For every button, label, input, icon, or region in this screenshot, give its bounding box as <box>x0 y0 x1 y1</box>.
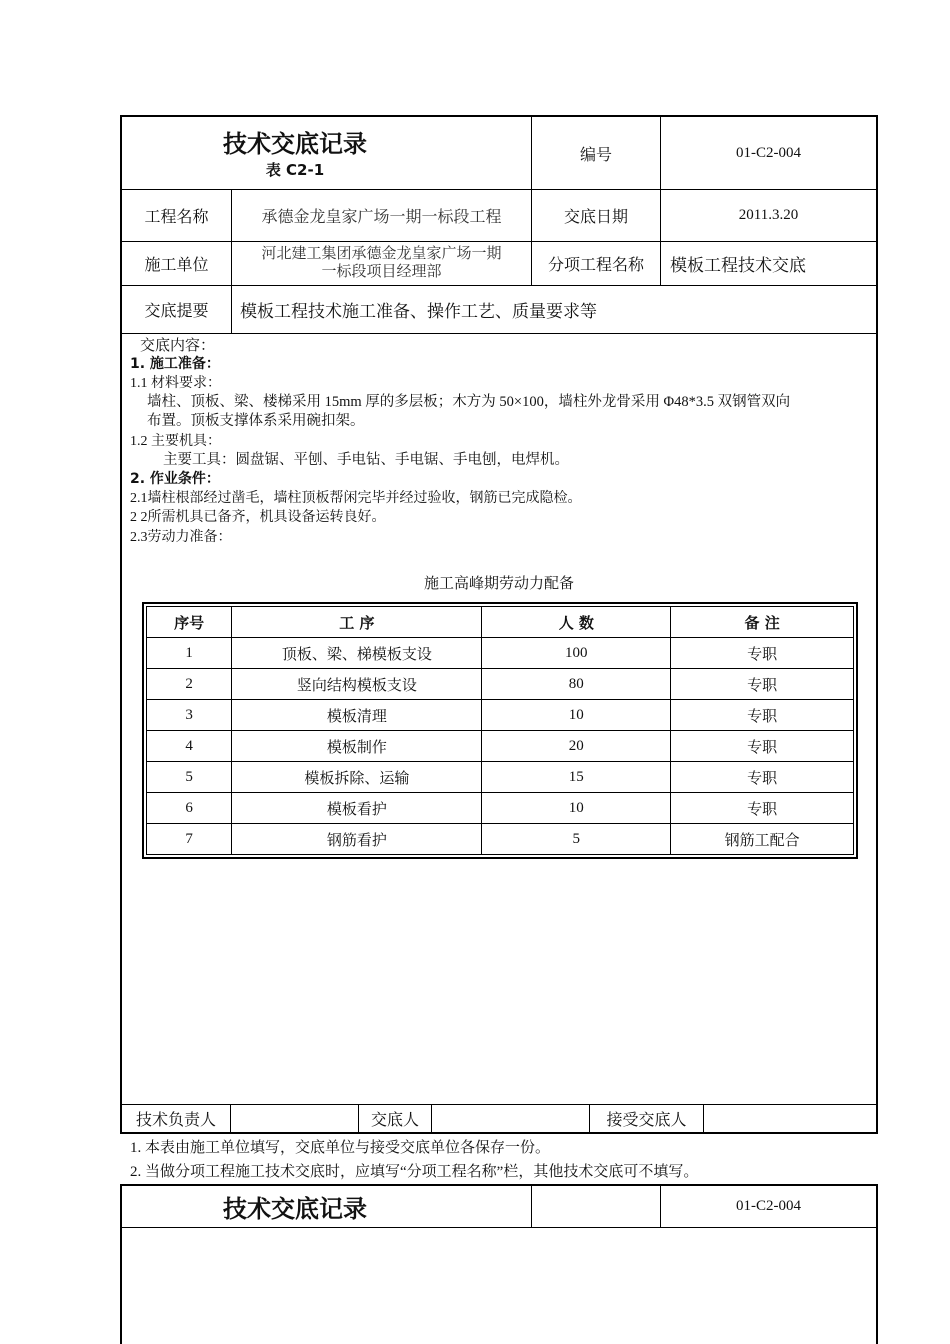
content-line-9: 2 2所需机具已备齐，机具设备运转良好。 <box>130 510 386 525</box>
discloser-signature-field[interactable] <box>432 1105 589 1132</box>
cell-seq: 6 <box>147 793 232 824</box>
subitem-value: 模板工程技术交底 <box>670 256 806 275</box>
cell-remark: 专职 <box>671 793 854 824</box>
receiver-signature-field[interactable] <box>704 1105 876 1132</box>
content-line-4: 布置。顶板支撑体系采用碗扣架。 <box>147 413 365 429</box>
content-line-8: 2.1墙柱根部经过凿毛，墙柱顶板帮闲完毕并经过验收，钢筋已完成隐检。 <box>130 491 582 506</box>
cell-count: 10 <box>482 700 671 731</box>
cell-remark: 专职 <box>671 731 854 762</box>
table-row <box>147 762 854 793</box>
cell-remark: 钢筋工配合 <box>671 824 854 855</box>
cell-seq: 1 <box>147 638 232 669</box>
cell-remark: 专职 <box>671 762 854 793</box>
table-row <box>147 638 854 669</box>
labor-table-caption: 施工高峰期劳动力配备 <box>423 576 574 592</box>
tech-lead-signature-field[interactable] <box>231 1105 358 1132</box>
number-value: 01-C2-004 <box>736 144 801 161</box>
cell-count: 80 <box>482 669 671 700</box>
content-line-10: 2.3劳动力准备： <box>130 530 232 545</box>
cell-seq: 7 <box>147 824 232 855</box>
table-row <box>147 669 854 700</box>
cell-count: 20 <box>482 731 671 762</box>
content-line-1: 1. 施工准备： <box>130 356 220 372</box>
cell-process: 模板制作 <box>232 731 482 762</box>
contractor-value <box>232 245 531 281</box>
cell-remark: 专职 <box>671 669 854 700</box>
subitem-label: 分项工程名称 <box>547 255 644 274</box>
cell-process: 模板拆除、运输 <box>232 762 482 793</box>
discloser-label: 交底人 <box>370 1110 419 1129</box>
cell-count: 10 <box>482 793 671 824</box>
col-header-process: 工 序 <box>232 607 482 638</box>
tech-lead-label: 技术负责人 <box>135 1110 216 1129</box>
date-value: 2011.3.20 <box>738 207 799 223</box>
col-header-count: 人 数 <box>482 607 671 638</box>
cell-count: 15 <box>482 762 671 793</box>
project-name-value: 承德金龙皇家广场一期一标段工程 <box>261 209 502 226</box>
content-line-3: 墙柱、顶板、梁、楼梯采用 15mm 厚的多层板；木方为 50×100，墙柱外龙骨采用 Φ48*3.5 双钢管双向 <box>147 394 791 410</box>
project-name-label: 工程名称 <box>144 207 209 226</box>
table-row <box>147 731 854 762</box>
cell-process: 模板清理 <box>232 700 482 731</box>
table-row <box>147 700 854 731</box>
note-1: 1. 本表由施工单位填写，交底单位与接受交底单位各保存一份。 <box>130 1140 551 1156</box>
content-line-2: 1.1 材料要求： <box>130 376 221 391</box>
content-line-7: 2. 作业条件： <box>130 471 220 487</box>
page2-number-value: 01-C2-004 <box>736 1198 801 1214</box>
table-row <box>147 793 854 824</box>
col-header-remark: 备 注 <box>671 607 854 638</box>
contractor-value-line1: 河北建工集团承德金龙皇家广场一期 <box>261 246 502 262</box>
cell-remark: 专职 <box>671 638 854 669</box>
cell-process: 模板看护 <box>232 793 482 824</box>
summary-label: 交底提要 <box>144 301 209 320</box>
cell-seq: 3 <box>147 700 232 731</box>
number-label: 编号 <box>579 144 612 164</box>
cell-seq: 4 <box>147 731 232 762</box>
form-code: 表 C2-1 <box>265 161 325 179</box>
content-line-6: 主要工具：圆盘锯、平刨、手电钻、手电锯、手电刨，电焊机。 <box>163 452 569 468</box>
cell-process: 顶板、梁、梯模板支设 <box>232 638 482 669</box>
col-header-seq: 序号 <box>147 607 232 638</box>
cell-count: 100 <box>482 638 671 669</box>
contractor-value-line2: 一标段项目经理部 <box>321 264 442 280</box>
content-heading: 交底内容： <box>140 336 216 354</box>
cell-process: 竖向结构模板支设 <box>232 669 482 700</box>
page2-title: 技术交底记录 <box>223 1195 367 1223</box>
cell-count: 5 <box>482 824 671 855</box>
content-line-5: 1.2 主要机具： <box>130 434 221 449</box>
form-title: 技术交底记录 <box>223 130 367 158</box>
labor-table <box>142 602 858 859</box>
receiver-label: 接受交底人 <box>606 1110 687 1129</box>
contractor-label: 施工单位 <box>144 255 209 274</box>
cell-remark: 专职 <box>671 700 854 731</box>
cell-seq: 5 <box>147 762 232 793</box>
cell-process: 钢筋看护 <box>232 824 482 855</box>
note-2: 2. 当做分项工程施工技术交底时，应填写“分项工程名称”栏，其他技术交底可不填写。 <box>130 1164 699 1180</box>
cell-seq: 2 <box>147 669 232 700</box>
summary-value: 模板工程技术施工准备、操作工艺、质量要求等 <box>240 302 597 321</box>
date-label: 交底日期 <box>563 207 628 226</box>
table-row <box>147 824 854 855</box>
labor-table-header-row <box>147 607 854 638</box>
